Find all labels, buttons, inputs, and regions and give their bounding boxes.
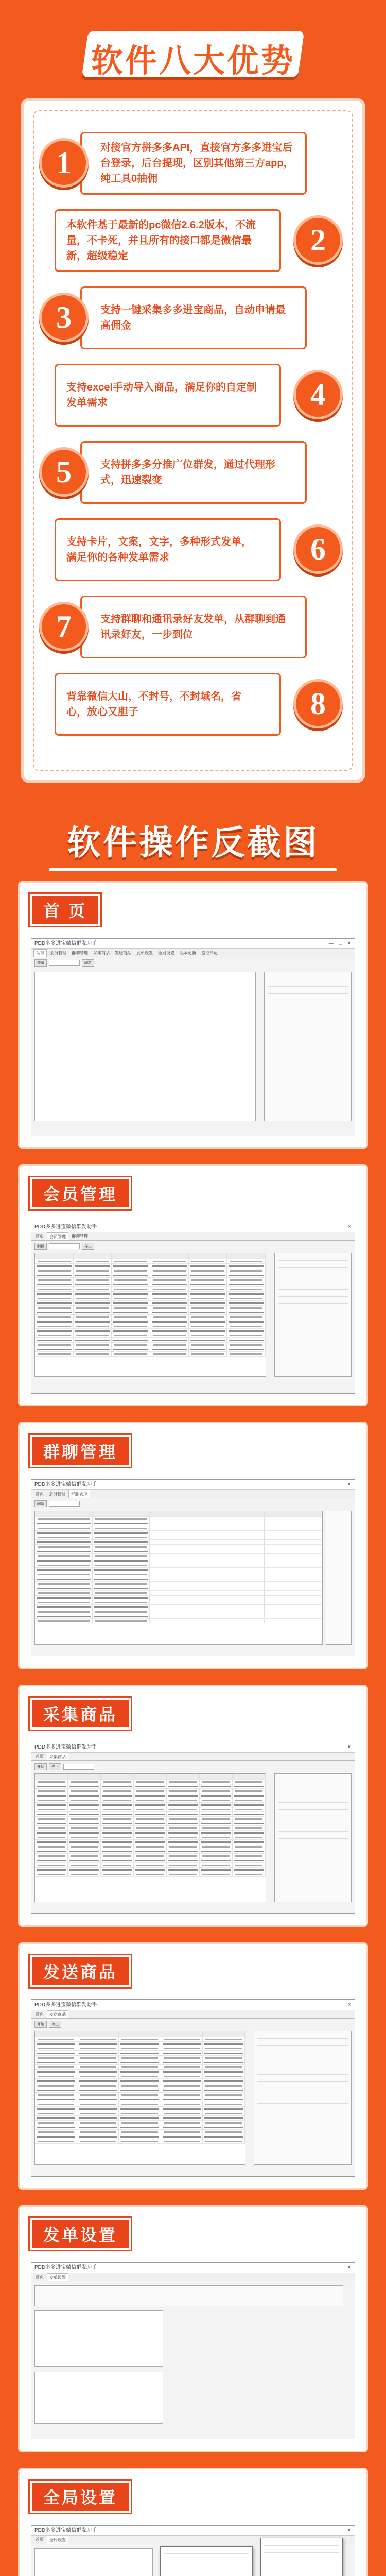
refresh-button[interactable]: 刷新 [34, 1243, 47, 1250]
table-row [35, 1352, 266, 1357]
table-row [35, 1287, 266, 1292]
tab-members[interactable]: 会员管理 [49, 1492, 65, 1496]
advantage-item-5 [39, 441, 327, 503]
panel-global-settings [18, 2468, 368, 2576]
advantage-text: 支持群聊和通讯录好友发单，从群聊到通讯录好友，一步到位 [80, 596, 307, 658]
advantage-number: 4 [293, 370, 343, 419]
tab-home[interactable]: 首页 [36, 2012, 44, 2016]
search-input[interactable] [49, 1243, 80, 1249]
table-row [35, 1868, 266, 1872]
table-row [35, 1324, 266, 1329]
tab-members[interactable]: 会员管理 [47, 1232, 68, 1240]
tab-send-settings[interactable]: 发单设置 [47, 2273, 68, 2281]
advantage-number: 2 [293, 215, 343, 265]
table-row [35, 1821, 266, 1826]
app-window [31, 1479, 355, 1656]
window-titlebar [31, 2526, 355, 2536]
tab-collect[interactable]: 采集商品 [47, 1753, 68, 1760]
window-toolbar [31, 1241, 355, 1252]
table-row [35, 1329, 266, 1333]
table-row [35, 1582, 322, 1586]
table-header [35, 1774, 266, 1780]
panel-send-settings [18, 2205, 368, 2452]
table-row [35, 1577, 322, 1582]
send-table[interactable] [34, 2031, 245, 2165]
table-row [35, 2079, 245, 2083]
window-tabs [31, 1490, 355, 1498]
panel-label: 会员管理 [30, 1177, 131, 1209]
window-title: PDD多多进宝微信群发助手 [34, 1744, 97, 1750]
tab-global-settings[interactable]: 全局设置 [158, 951, 174, 955]
table-row [35, 1591, 322, 1596]
app-window [31, 1999, 355, 2177]
tab-log[interactable]: 监控日记 [201, 951, 218, 955]
window-title: PDD多多进宝微信群发助手 [34, 1224, 97, 1230]
table-row [35, 1586, 322, 1591]
table-row [35, 2074, 245, 2079]
table-row [35, 1259, 266, 1264]
panel-label: 发单设置 [30, 2218, 131, 2250]
window-title: PDD多多进宝微信群发助手 [34, 2528, 97, 2533]
table-row [35, 1568, 322, 1572]
advantages-card [21, 98, 365, 783]
start-button[interactable]: 开始 [34, 2021, 47, 2028]
table-row [35, 2088, 245, 2093]
table-row [35, 1264, 266, 1268]
window-tabs [31, 949, 355, 957]
table-row [35, 2139, 245, 2144]
table-row [35, 1831, 266, 1835]
advantages-section [0, 0, 386, 804]
login-button[interactable]: 登录 [34, 959, 47, 967]
table-row [35, 1798, 266, 1803]
window-title: PDD多多进宝微信群发助手 [34, 2002, 97, 2008]
window-title: PDD多多进宝微信群发助手 [34, 1482, 97, 1487]
stop-button[interactable]: 停止 [49, 2021, 61, 2028]
advantage-item-2 [55, 209, 343, 271]
panel-label: 首 页 [30, 894, 100, 926]
table-row [35, 1563, 322, 1568]
advantage-item-4 [55, 364, 343, 426]
table-row [35, 2121, 245, 2125]
table-row [35, 2065, 245, 2070]
keyword-input[interactable] [63, 1764, 94, 1770]
table-row [35, 1343, 266, 1347]
goods-table[interactable] [34, 1773, 266, 1902]
tab-update[interactable]: 版本更新 [180, 951, 196, 955]
table-row [35, 1310, 266, 1315]
tab-home[interactable]: 首页 [36, 1754, 44, 1759]
table-row [35, 1844, 266, 1849]
table-row [35, 1812, 266, 1817]
panel-label: 采集商品 [30, 1698, 131, 1730]
table-row [35, 2116, 245, 2121]
table-row [35, 1517, 322, 1521]
table-row [35, 2111, 245, 2116]
send-side-panel [254, 2031, 352, 2165]
tab-home[interactable]: 首页 [33, 949, 47, 957]
panel-send [18, 1942, 368, 2190]
window-tabs [31, 2010, 355, 2019]
table-header [35, 1511, 322, 1517]
window-tabs [31, 1753, 355, 1761]
table-row [35, 2051, 245, 2056]
table-row [35, 1807, 266, 1812]
advantage-number: 6 [293, 524, 343, 574]
table-row [35, 2102, 245, 2107]
groups-table[interactable] [34, 1511, 323, 1645]
table-row [35, 1521, 322, 1526]
advantages-title-banner [85, 21, 301, 98]
window-toolbar [31, 957, 355, 969]
window-title: PDD多多进宝微信群发助手 [34, 2265, 97, 2270]
window-tabs [31, 1232, 355, 1241]
advantage-item-1 [39, 132, 327, 194]
table-row [35, 1600, 322, 1605]
tab-home[interactable]: 首页 [36, 1492, 44, 1496]
window-tabs [31, 2273, 355, 2281]
close-icon[interactable]: ✕ [347, 1744, 352, 1750]
tab-collect[interactable]: 采集商品 [93, 951, 110, 955]
table-header [35, 2031, 245, 2037]
table-row [35, 1835, 266, 1840]
tab-send-settings[interactable]: 发单设置 [136, 951, 153, 955]
advantage-number: 5 [39, 447, 89, 497]
close-icon[interactable]: ✕ [347, 2528, 352, 2533]
table-row [35, 1278, 266, 1282]
table-row [35, 1531, 322, 1535]
table-row [35, 1301, 266, 1306]
settings-options [34, 2285, 343, 2306]
table-row [35, 1858, 266, 1863]
home-log-area[interactable] [34, 972, 256, 1121]
window-toolbar [31, 1761, 355, 1772]
table-row [35, 1554, 322, 1558]
table-row [35, 1840, 266, 1844]
table-row [35, 1854, 266, 1858]
advantage-number: 7 [39, 602, 89, 651]
table-row [35, 1609, 322, 1614]
table-row [35, 1347, 266, 1352]
table-row [35, 1793, 266, 1798]
collect-side-panel [274, 1773, 352, 1902]
table-row [35, 1605, 322, 1609]
table-row [35, 1333, 266, 1338]
advantage-item-7 [39, 596, 327, 657]
table-row [35, 1803, 266, 1807]
table-row [35, 1849, 266, 1854]
settings-dialog[interactable] [160, 2546, 253, 2576]
table-row [35, 2134, 245, 2139]
table-row [35, 1789, 266, 1793]
title-underline [49, 868, 337, 871]
table-row [35, 1780, 266, 1784]
table-row [35, 1273, 266, 1278]
account-input[interactable] [49, 960, 80, 966]
table-row [35, 2056, 245, 2060]
tab-groups[interactable]: 群聊管理 [72, 951, 88, 955]
table-row [35, 1596, 322, 1600]
table-row [35, 1863, 266, 1868]
search-input[interactable] [49, 1501, 80, 1507]
screenshots-section [0, 804, 386, 2576]
message-template-area[interactable] [34, 2310, 163, 2367]
home-side-panel [264, 972, 352, 1121]
table-row [35, 2037, 245, 2042]
window-titlebar [31, 1742, 355, 1753]
table-row [35, 2125, 245, 2130]
panel-collect [18, 1685, 368, 1927]
panel-label: 全局设置 [30, 2481, 131, 2513]
global-settings-form[interactable] [34, 2548, 153, 2576]
table-row [35, 1319, 266, 1324]
advantage-text: 本软件基于最新的pc微信2.6.2版本，不流量，不卡死，并且所有的接口都是微信最新，超级稳定 [55, 209, 281, 272]
window-titlebar [31, 1480, 355, 1490]
table-row [35, 1826, 266, 1831]
tab-members[interactable]: 会员管理 [50, 951, 66, 955]
close-icon[interactable]: ✕ [347, 2002, 352, 2008]
advantage-number: 8 [293, 679, 343, 728]
tab-send[interactable]: 发送商品 [47, 2010, 68, 2018]
app-window [31, 1742, 355, 1914]
table-row [35, 1296, 266, 1301]
tab-groups[interactable]: 群聊管理 [68, 1490, 90, 1498]
table-row [35, 1282, 266, 1287]
popup-dialog[interactable] [260, 2538, 343, 2576]
panel-label: 发送商品 [30, 1955, 131, 1987]
members-table[interactable] [34, 1253, 266, 1377]
panel-groups [18, 1422, 368, 1669]
refresh-button[interactable]: 刷新 [34, 1500, 47, 1507]
table-row [35, 1614, 322, 1619]
panel-home [18, 881, 368, 1149]
secondary-template-area[interactable] [34, 2372, 163, 2424]
table-row [35, 2070, 245, 2074]
table-row [35, 2083, 245, 2088]
window-titlebar [31, 2263, 355, 2273]
table-row [35, 2093, 245, 2097]
app-window [31, 938, 355, 1136]
stop-button[interactable]: 停止 [49, 1763, 61, 1770]
table-row [35, 1817, 266, 1821]
table-row [35, 1268, 266, 1273]
table-row [35, 2042, 245, 2046]
table-row [35, 1619, 322, 1623]
window-title: PDD多多进宝微信群发助手 [34, 941, 97, 946]
advantage-text: 对接官方拼多多API，直接官方多多进宝后台登录，后台提现，区别其他第三方app，纯工具0抽佣 [80, 132, 307, 195]
screenshots-title: 软件操作反截图 [67, 823, 319, 861]
advantage-text: 支持拼多多分推广位群发，通过代理形式，迅速裂变 [80, 441, 307, 504]
advantage-item-8 [55, 673, 343, 735]
refresh-button[interactable]: 刷新 [82, 959, 94, 967]
window-toolbar [31, 1498, 355, 1510]
advantage-text: 支持excel手动导入商品，满足你的自定制发单需求 [55, 364, 281, 427]
table-row [35, 2130, 245, 2134]
table-row [35, 1545, 322, 1549]
table-row [35, 2046, 245, 2051]
advantage-text: 支持卡片，文案，文字，多种形式发单，满足你的各种发单需求 [55, 518, 281, 581]
table-row [35, 1558, 322, 1563]
table-row [35, 1872, 266, 1877]
screenshots-title-banner [23, 804, 363, 876]
close-icon[interactable]: ✕ [347, 1224, 352, 1230]
table-row [35, 2107, 245, 2111]
window-titlebar [31, 939, 355, 949]
panel-members [18, 1164, 368, 1406]
advantage-number: 1 [39, 138, 89, 188]
groups-side-panel [326, 1511, 352, 1645]
table-row [35, 1784, 266, 1789]
table-row [35, 1306, 266, 1310]
table-row [35, 1338, 266, 1343]
tab-home[interactable]: 首页 [36, 2537, 44, 2542]
window-titlebar [31, 2000, 355, 2010]
table-row [35, 1572, 322, 1577]
table-row [35, 2097, 245, 2102]
advantage-item-3 [39, 286, 327, 348]
window-titlebar [31, 1222, 355, 1232]
table-row [35, 1549, 322, 1554]
start-button[interactable]: 开始 [34, 1763, 47, 1770]
table-row [35, 1292, 266, 1296]
panel-label: 群聊管理 [30, 1435, 131, 1467]
advantages-title: 软件八大优势 [91, 43, 295, 79]
tab-global-settings[interactable]: 全局设置 [47, 2536, 68, 2544]
tab-groups[interactable]: 群聊管理 [72, 1234, 88, 1239]
app-window [31, 2525, 355, 2576]
window-toolbar [31, 2019, 355, 2030]
app-window [31, 1222, 355, 1394]
app-window [31, 2262, 355, 2439]
table-row [35, 1535, 322, 1540]
table-row [35, 2060, 245, 2065]
minimize-icon[interactable]: — [328, 941, 334, 946]
advantage-number: 3 [39, 293, 89, 342]
table-row [35, 1315, 266, 1319]
table-row [35, 1540, 322, 1545]
tab-home[interactable]: 首页 [36, 1234, 44, 1239]
export-button[interactable]: 导出 [82, 1243, 94, 1250]
advantage-text: 支持一键采集多多进宝商品，自动申请最高佣金 [80, 286, 307, 349]
advantage-item-6 [55, 518, 343, 580]
members-side-panel [274, 1253, 352, 1377]
close-icon[interactable]: ✕ [347, 941, 352, 946]
tab-home[interactable]: 首页 [36, 2275, 44, 2279]
tab-send[interactable]: 发送商品 [115, 951, 131, 955]
table-header [35, 1253, 266, 1259]
close-icon[interactable]: ✕ [347, 1482, 352, 1487]
maximize-icon[interactable]: □ [339, 941, 342, 946]
close-icon[interactable]: ✕ [347, 2265, 352, 2270]
table-row [35, 1526, 322, 1531]
advantage-text: 背靠微信大山，不封号，不封域名，省心，放心又胆子 [55, 673, 281, 736]
